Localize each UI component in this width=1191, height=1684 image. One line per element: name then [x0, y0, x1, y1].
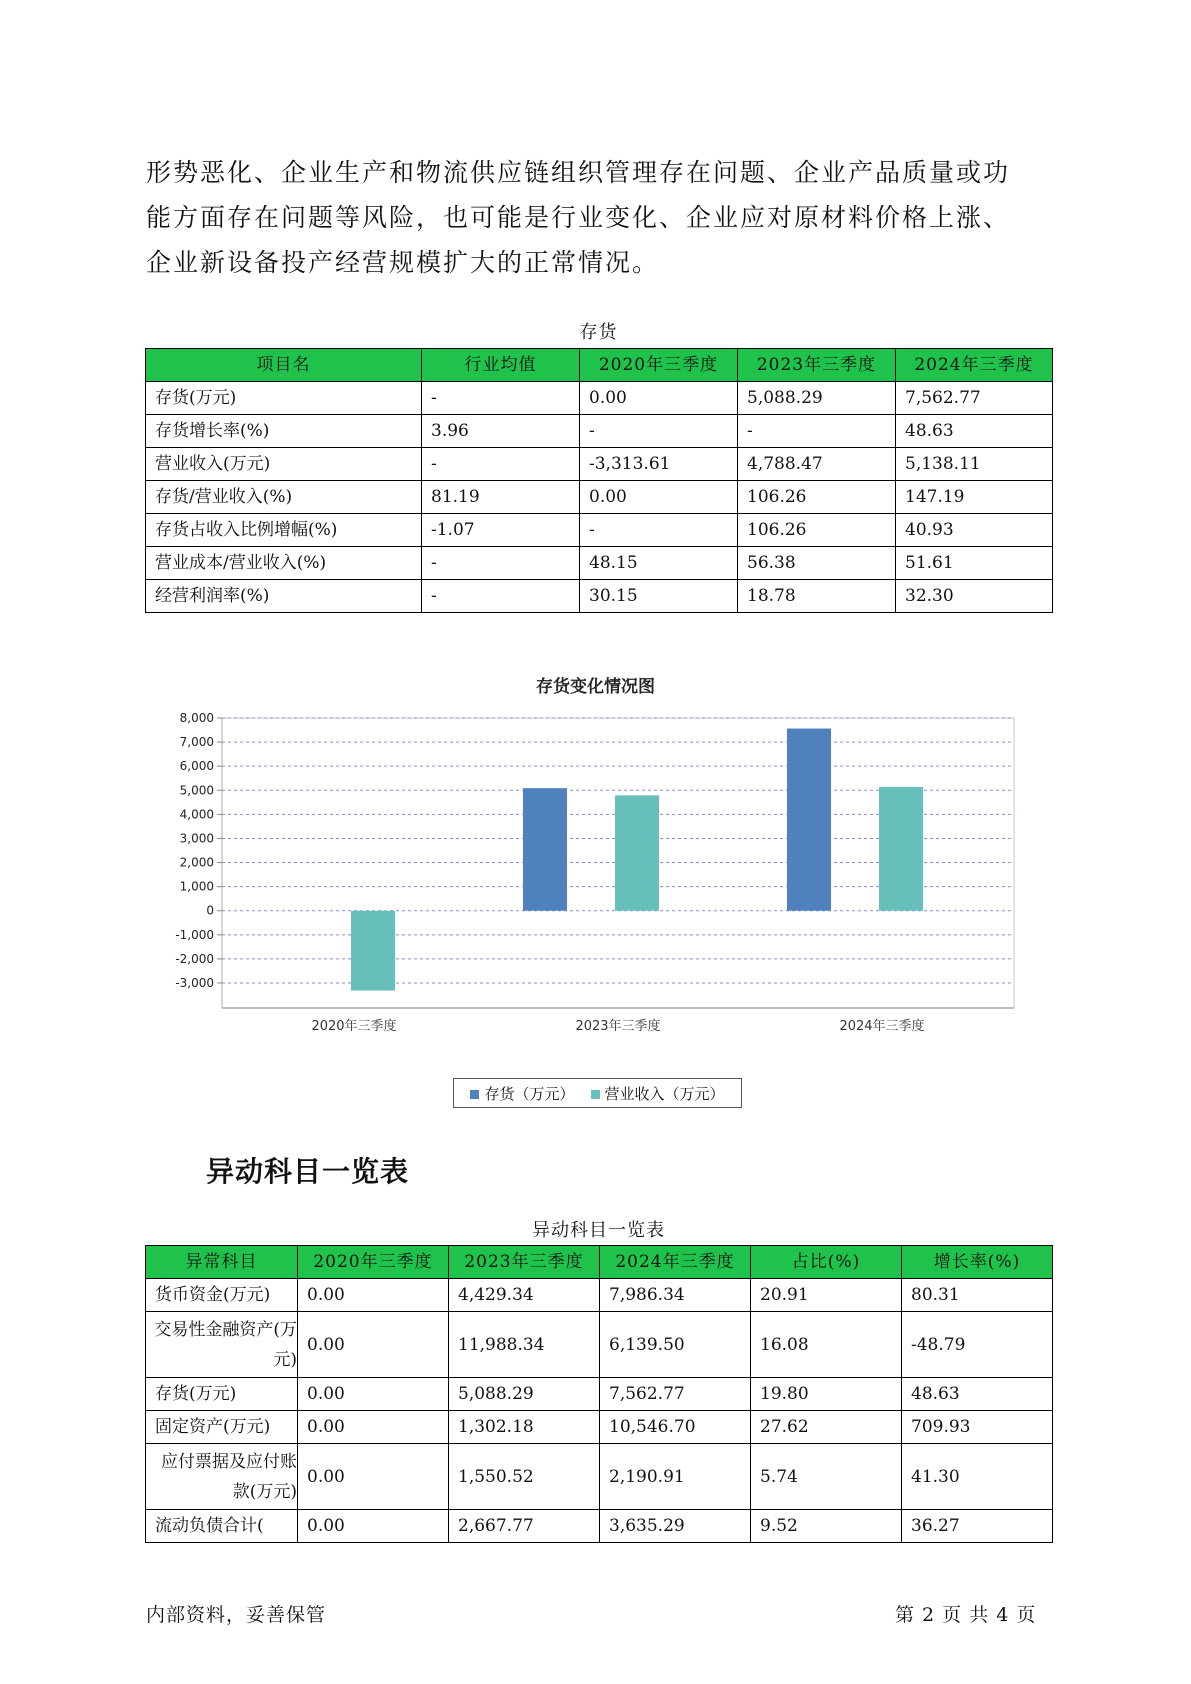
legend-swatch	[470, 1090, 479, 1099]
table-cell: 32.30	[896, 580, 1053, 613]
table-cell: -	[580, 514, 738, 547]
table-cell: 16.08	[751, 1312, 902, 1378]
table-cell: 存货占收入比例增幅(%)	[146, 514, 422, 547]
table-cell: 36.27	[902, 1510, 1053, 1543]
table-row	[146, 547, 1053, 580]
table-row	[146, 580, 1053, 613]
table-cell: -	[422, 448, 580, 481]
table-cell: 18.78	[738, 580, 896, 613]
table-cell: 0.00	[580, 481, 738, 514]
inventory-table-caption: 存货	[579, 322, 618, 343]
table-cell: 30.15	[580, 580, 738, 613]
table-row	[146, 1378, 1053, 1411]
table-row	[146, 1510, 1053, 1543]
table-cell: 7,562.77	[896, 382, 1053, 415]
table-cell: 81.19	[422, 481, 580, 514]
header-cell: 2023年三季度	[449, 1246, 600, 1279]
table-cell: 流动负债合计(	[146, 1510, 298, 1543]
y-tick-label: 2,000	[179, 855, 214, 870]
table-cell: 1,550.52	[449, 1444, 600, 1510]
header-cell: 占比(%)	[751, 1246, 902, 1279]
table-cell: 营业收入(万元)	[146, 448, 422, 481]
y-tick-label: -2,000	[175, 951, 214, 966]
table-row	[146, 1411, 1053, 1444]
table-cell: 7,986.34	[600, 1279, 751, 1312]
chart-title: 存货变化情况图	[536, 677, 655, 697]
table-row	[146, 448, 1053, 481]
legend-label: 营业收入（万元）	[604, 1084, 725, 1103]
bar-revenue	[351, 911, 395, 991]
table-cell: 51.61	[896, 547, 1053, 580]
table-cell: 0.00	[298, 1510, 449, 1543]
footer-page-number: 第 2 页 共 4 页	[895, 1604, 1037, 1626]
table-cell: 2,667.77	[449, 1510, 600, 1543]
y-tick-label: 5,000	[179, 783, 214, 798]
header-cell: 增长率(%)	[902, 1246, 1053, 1279]
table-cell: 9.52	[751, 1510, 902, 1543]
table-cell: 营业成本/营业收入(%)	[146, 547, 422, 580]
y-tick-label: 3,000	[179, 831, 214, 846]
bar-inventory	[787, 729, 831, 911]
table-cell: 106.26	[738, 514, 896, 547]
header-cell: 异常科目	[146, 1246, 298, 1279]
table-cell: 80.31	[902, 1279, 1053, 1312]
table-cell: 4,788.47	[738, 448, 896, 481]
table-cell: 10,546.70	[600, 1411, 751, 1444]
section-heading: 异动科目一览表	[206, 1155, 410, 1188]
table-cell: 货币资金(万元)	[146, 1279, 298, 1312]
legend-swatch	[591, 1090, 600, 1099]
header-cell: 2020年三季度	[298, 1246, 449, 1279]
table-cell: 3.96	[422, 415, 580, 448]
table-cell: -	[422, 580, 580, 613]
table-cell: 0.00	[298, 1312, 449, 1378]
table-cell: 6,139.50	[600, 1312, 751, 1378]
paragraph-line: 能方面存在问题等风险，也可能是行业变化、企业应对原材料价格上涨、	[146, 203, 1011, 232]
table-cell: 5,088.29	[738, 382, 896, 415]
table-row	[146, 514, 1053, 547]
table-row	[146, 1312, 1053, 1378]
table-cell: 27.62	[751, 1411, 902, 1444]
table-cell: 48.63	[896, 415, 1053, 448]
y-tick-label: 8,000	[179, 711, 214, 725]
table-cell: 147.19	[896, 481, 1053, 514]
table-cell: 5,138.11	[896, 448, 1053, 481]
header-cell: 2024年三季度	[896, 349, 1053, 382]
table-cell: 0.00	[298, 1378, 449, 1411]
table-cell: -	[738, 415, 896, 448]
legend-item-inventory	[470, 1083, 574, 1104]
table-cell: 0.00	[298, 1411, 449, 1444]
table-cell: 1,302.18	[449, 1411, 600, 1444]
y-tick-label: 7,000	[179, 735, 214, 750]
table-cell: 固定资产(万元)	[146, 1411, 298, 1444]
y-tick-label: 6,000	[179, 759, 214, 774]
y-tick-label: 0	[206, 903, 214, 918]
table-cell: 41.30	[902, 1444, 1053, 1510]
table-cell: 5,088.29	[449, 1378, 600, 1411]
table-cell: 4,429.34	[449, 1279, 600, 1312]
table-cell: -	[580, 415, 738, 448]
table-row	[146, 1444, 1053, 1510]
table-cell: 3,635.29	[600, 1510, 751, 1543]
bar-revenue	[615, 795, 659, 910]
table-cell: -	[422, 547, 580, 580]
header-cell: 项目名	[146, 349, 422, 382]
table-row	[146, 415, 1053, 448]
bar-inventory	[523, 788, 567, 911]
legend-label: 存货（万元）	[484, 1084, 575, 1103]
table-cell: 48.63	[902, 1378, 1053, 1411]
x-tick-label: 2020年三季度	[311, 1019, 397, 1034]
bar-revenue	[879, 787, 923, 911]
table-cell: 存货/营业收入(%)	[146, 481, 422, 514]
table-cell: 709.93	[902, 1411, 1053, 1444]
table-cell: 56.38	[738, 547, 896, 580]
table-cell: -3,313.61	[580, 448, 738, 481]
table-cell: 存货增长率(%)	[146, 415, 422, 448]
x-tick-label: 2023年三季度	[575, 1019, 661, 1034]
table-cell: 5.74	[751, 1444, 902, 1510]
footer-confidential-note: 内部资料，妥善保管	[146, 1604, 327, 1626]
header-cell: 2024年三季度	[600, 1246, 751, 1279]
table-cell: 48.15	[580, 547, 738, 580]
table-cell: 7,562.77	[600, 1378, 751, 1411]
table-cell: 交易性金融资产(万元)	[146, 1312, 298, 1378]
table-cell: 20.91	[751, 1279, 902, 1312]
y-tick-label: 4,000	[179, 807, 214, 822]
chart-legend	[453, 1078, 742, 1108]
table-cell: -1.07	[422, 514, 580, 547]
y-tick-label: -3,000	[175, 976, 214, 990]
table-header-row	[146, 1246, 1053, 1279]
table-cell: 0.00	[298, 1279, 449, 1312]
y-tick-label: -1,000	[175, 927, 214, 942]
table-row	[146, 481, 1053, 514]
y-tick-label: 1,000	[179, 879, 214, 894]
inventory-chart	[150, 700, 1030, 1070]
inventory-table	[145, 348, 1053, 613]
table-cell: 存货(万元)	[146, 382, 422, 415]
paragraph-line: 企业新设备投产经营规模扩大的正常情况。	[146, 248, 660, 277]
table-cell: 应付票据及应付账款(万元)	[146, 1444, 298, 1510]
table-cell: 40.93	[896, 514, 1053, 547]
table-cell: 19.80	[751, 1378, 902, 1411]
x-tick-label: 2024年三季度	[839, 1019, 925, 1034]
table-cell: 0.00	[580, 382, 738, 415]
table-header-row	[146, 349, 1053, 382]
table-cell: 2,190.91	[600, 1444, 751, 1510]
header-cell: 2020年三季度	[580, 349, 738, 382]
table-row	[146, 382, 1053, 415]
table-row	[146, 1279, 1053, 1312]
table-cell: 106.26	[738, 481, 896, 514]
header-cell: 2023年三季度	[738, 349, 896, 382]
table-cell: 经营利润率(%)	[146, 580, 422, 613]
table-cell: 存货(万元)	[146, 1378, 298, 1411]
abnormal-table-caption: 异动科目一览表	[532, 1220, 665, 1241]
legend-item-revenue	[591, 1083, 725, 1104]
table-cell: -48.79	[902, 1312, 1053, 1378]
body-paragraph	[146, 150, 1046, 285]
table-cell: -	[422, 382, 580, 415]
table-cell: 0.00	[298, 1444, 449, 1510]
paragraph-line: 形势恶化、企业生产和物流供应链组织管理存在问题、企业产品质量或功	[146, 158, 1011, 187]
header-cell: 行业均值	[422, 349, 580, 382]
table-cell: 11,988.34	[449, 1312, 600, 1378]
abnormal-items-table	[145, 1245, 1053, 1543]
